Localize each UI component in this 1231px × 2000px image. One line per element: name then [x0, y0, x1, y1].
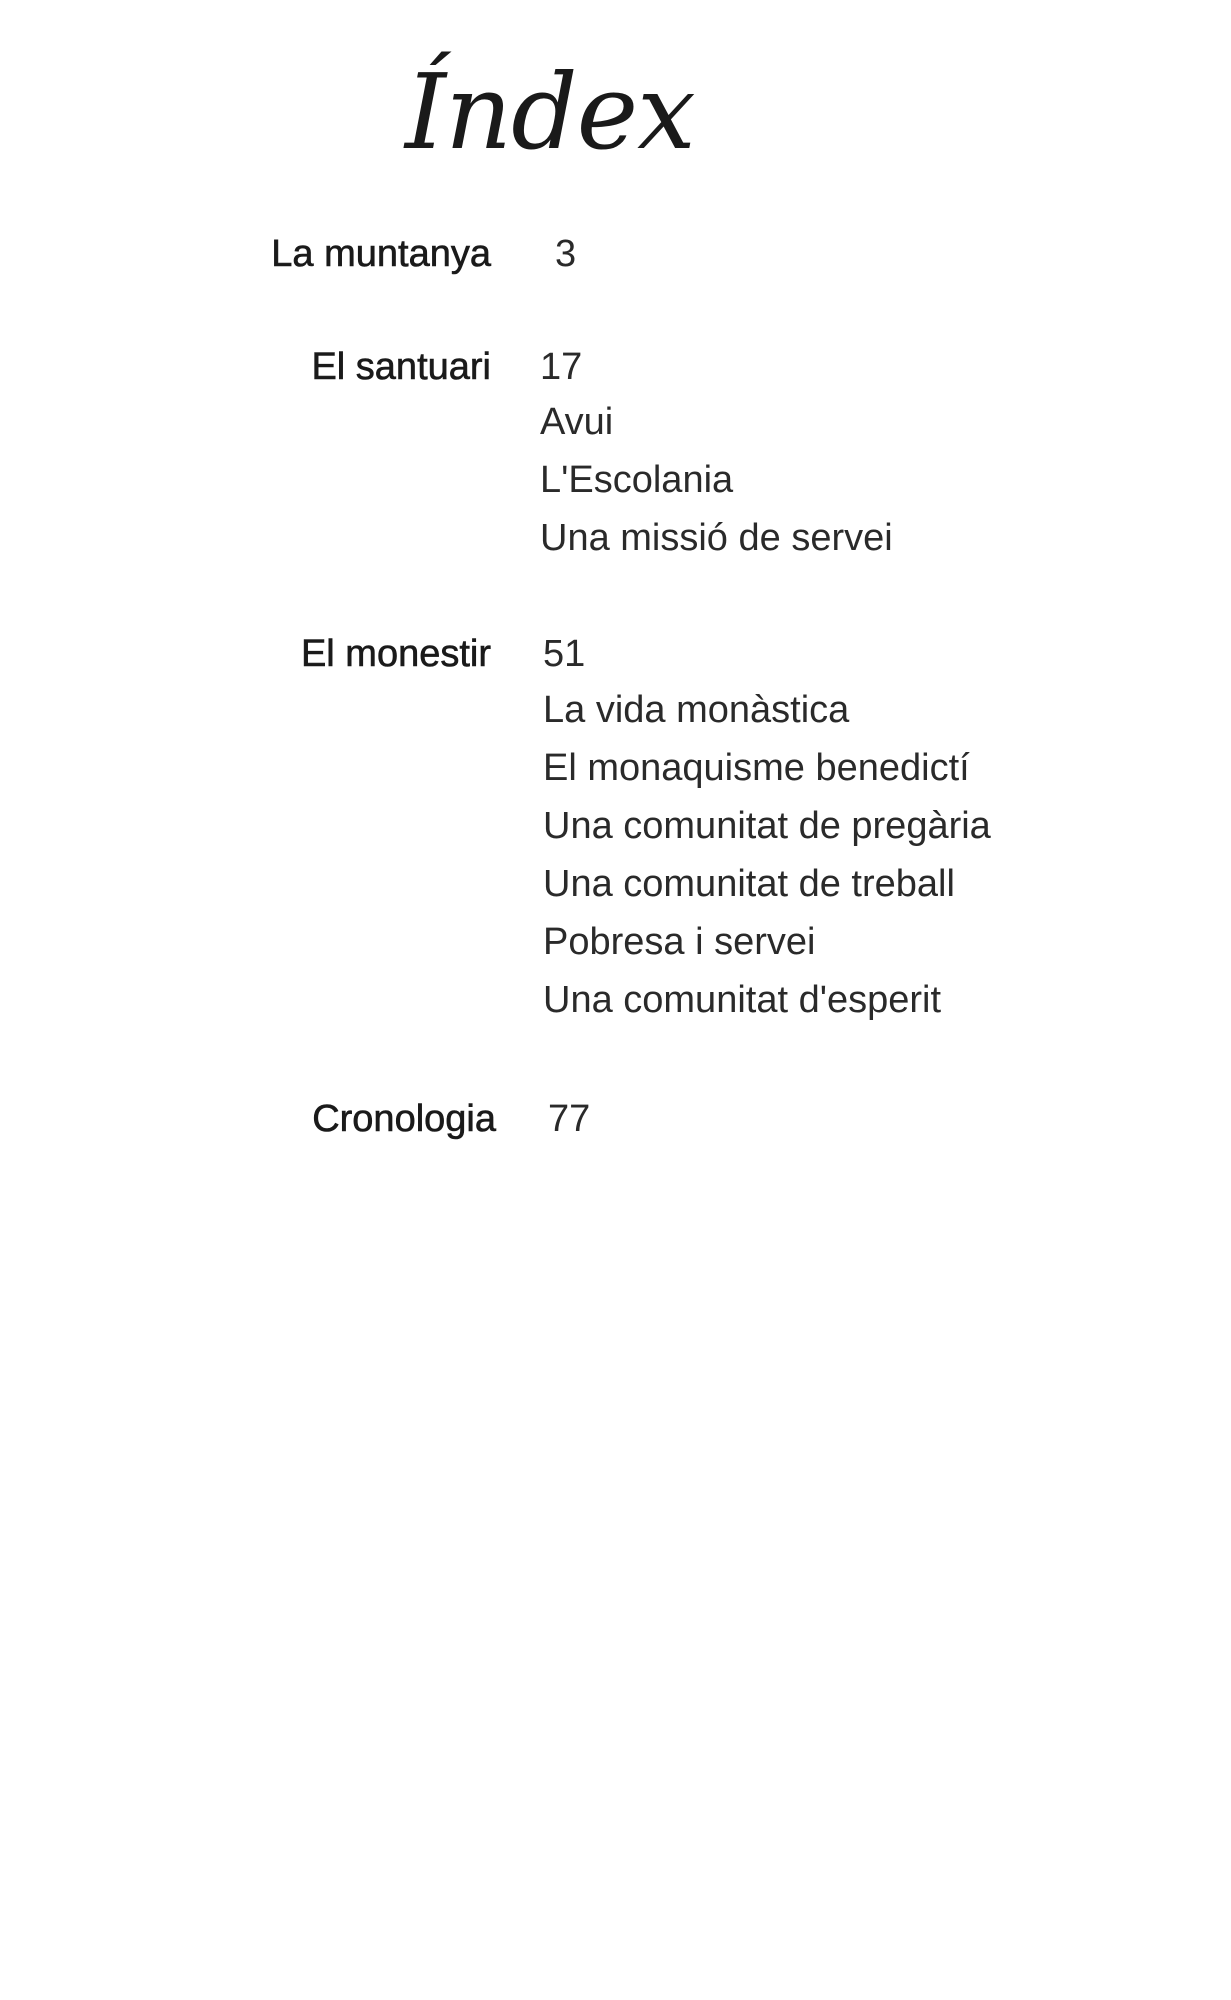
page-title: Índex [405, 51, 695, 173]
subsection-item: Pobresa i servei [543, 921, 816, 963]
section-page-number: 51 [543, 633, 586, 675]
subsection-item: Una comunitat d'esperit [543, 979, 942, 1021]
section-title: La muntanya [271, 233, 491, 275]
section-title: El monestir [300, 633, 491, 675]
subsection-item: Una comunitat de treball [543, 863, 955, 905]
subsection-item: Una missió de servei [540, 517, 893, 559]
subsection-item: El monaquisme benedictí [543, 747, 970, 789]
section-title: El santuari [311, 346, 491, 388]
subsection-list [543, 681, 991, 1029]
subsection-item: La vida monàstica [543, 689, 850, 731]
section-page-number: 77 [548, 1098, 591, 1140]
section-page-number: 17 [540, 346, 583, 388]
section-page-number: 3 [555, 233, 577, 275]
subsection-item: Avui [540, 401, 614, 443]
subsection-item: L'Escolania [540, 459, 734, 501]
section-title: Cronologia [312, 1098, 496, 1140]
subsection-item: Una comunitat de pregària [543, 805, 991, 847]
subsection-list [540, 393, 893, 567]
